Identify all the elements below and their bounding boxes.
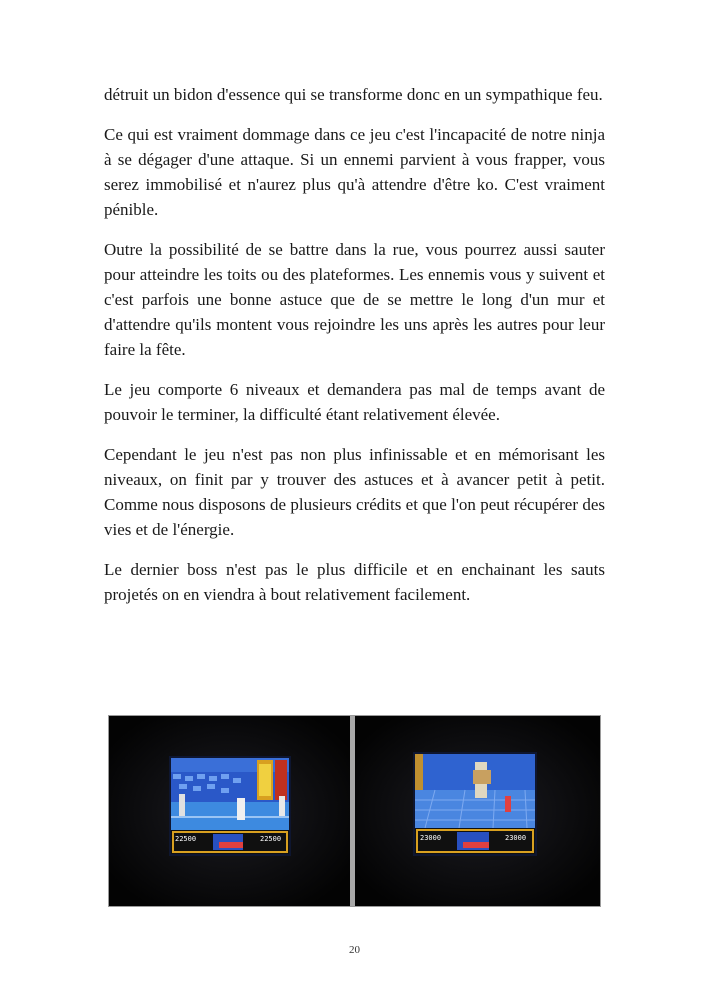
paragraph-3: Outre la possibilité de se battre dans la rue, vous pourrez aussi sauter pour atteindre les toits ou des plateformes. Les ennemis vous y suivent et c'est parfois une bonne astuce que de se mettre le long d'un mur et d'attendre qu'ils montent vous rejoindre les uns après les autres pour leur faire la fête. xyxy=(104,240,605,359)
hud-score-left-2: 22500 xyxy=(260,835,282,843)
paragraph-5: Cependant le jeu n'est pas non plus infinissable et en mémorisant les niveaux, on finit par y trouver des astuces et à avancer petit à petit. Comme nous disposons de plusieurs crédits et que l'on peut récupérer des vies et de l'énergie. xyxy=(104,445,605,539)
paragraph-2: Ce qui est vraiment dommage dans ce jeu c'est l'incapacité de notre ninja à se dégager d'une attaque. Si un ennemi parvient à vous frapper, vous serez immobilisé et n'aurez plus qu'à attendre d'être ko. C'est vraiment pénible. xyxy=(104,125,605,219)
hud-score-right-2: 23000 xyxy=(505,834,527,842)
screenshot-left xyxy=(109,716,350,906)
paragraph-6: Le dernier boss n'est pas le plus difficile et en enchainant les sauts projetés on en viendra à bout relativement facilement. xyxy=(104,560,605,604)
hud-score-left-1: 22500 xyxy=(175,835,197,843)
body-text xyxy=(104,82,605,622)
game-screenshots-photo xyxy=(108,715,601,907)
page-number: 20 xyxy=(349,944,360,956)
paragraph-4: Le jeu comporte 6 niveaux et demandera pas mal de temps avant de pouvoir le terminer, la difficulté étant relativement élevée. xyxy=(104,380,605,424)
hud-score-right-1: 23000 xyxy=(420,834,442,842)
screenshot-right xyxy=(355,716,600,906)
paragraph-1: détruit un bidon d'essence qui se transforme donc en un sympathique feu. xyxy=(104,85,603,104)
